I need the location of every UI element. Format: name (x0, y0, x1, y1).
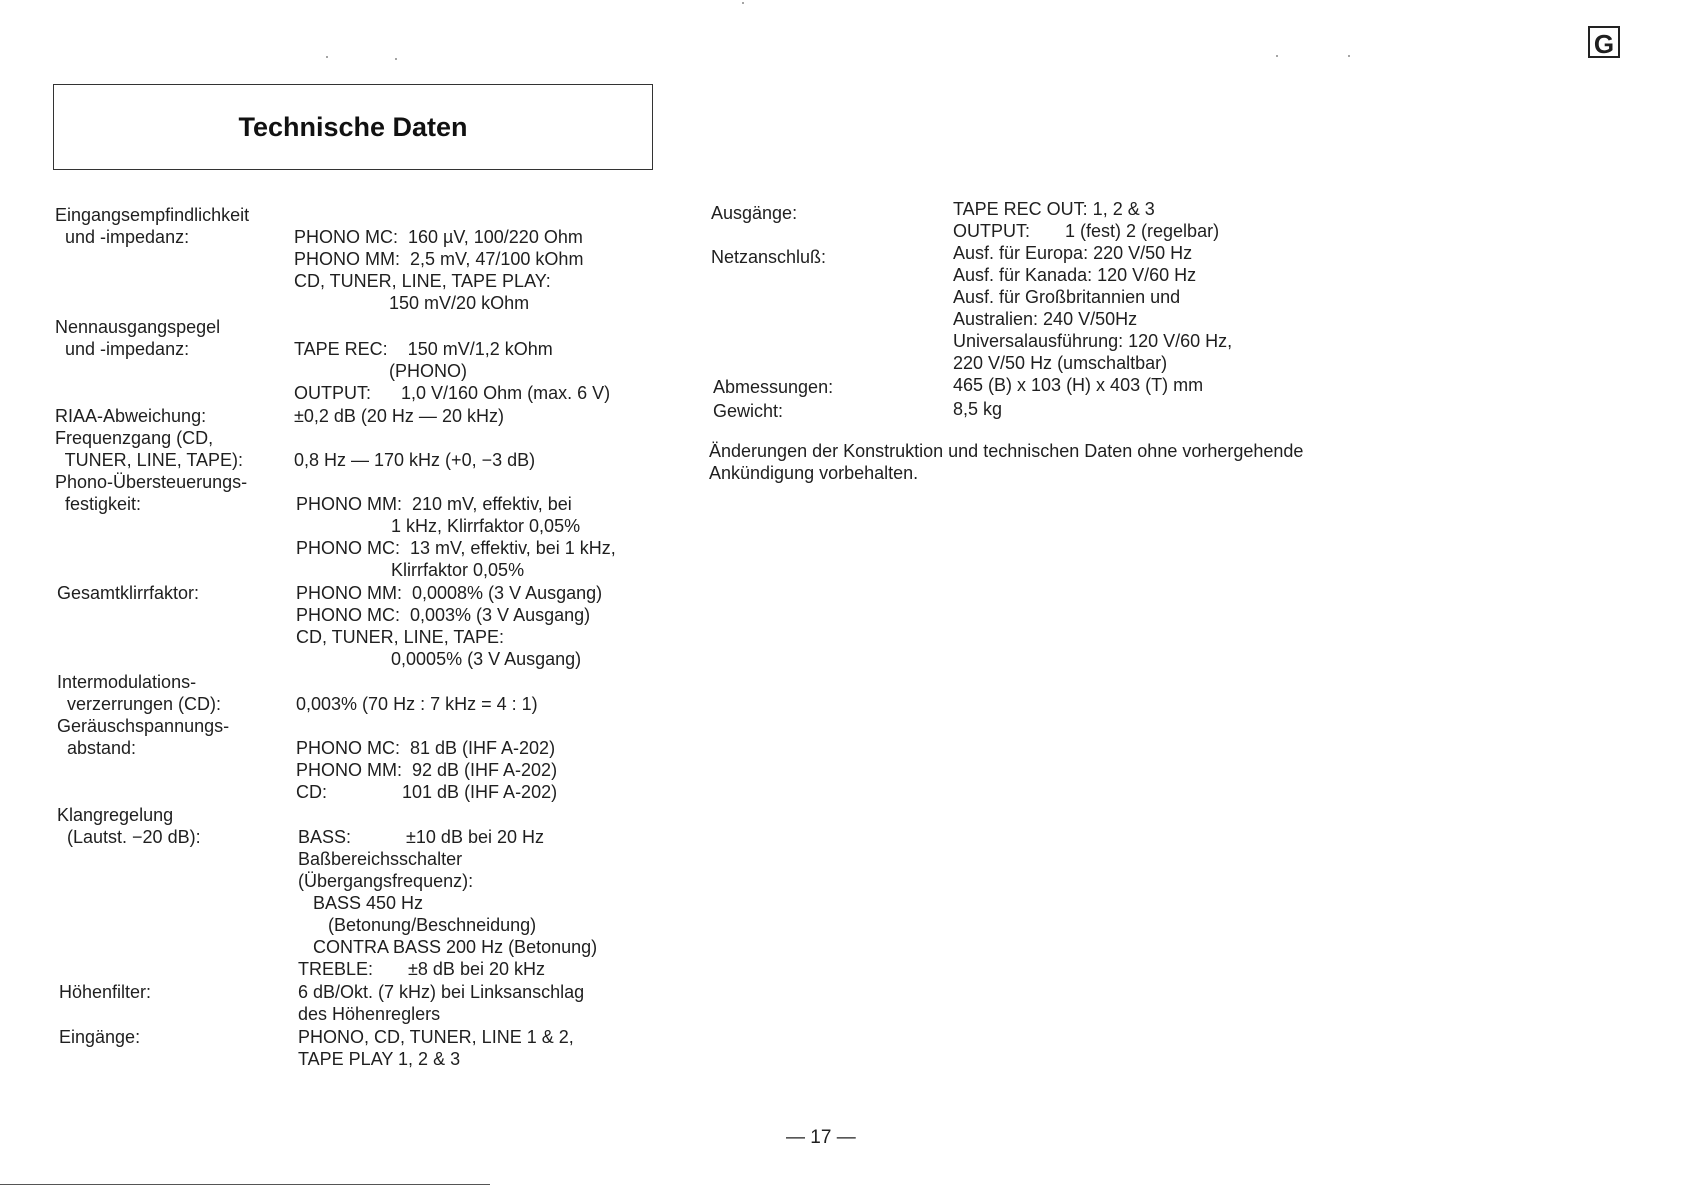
language-badge: G (1588, 26, 1620, 58)
disclaimer-note: Änderungen der Konstruktion und technischen Daten ohne vorhergehende Ankündigung vorbehalten. (709, 441, 1304, 483)
scan-speck (395, 58, 397, 60)
page-title: Technische Daten (238, 112, 468, 142)
spec-value: TAPE PLAY 1, 2 & 3 (298, 1049, 461, 1069)
spec-value: 8,5 kg (953, 399, 1003, 419)
spec-value: ±0,2 dB (20 Hz — 20 kHz) (294, 406, 504, 426)
spec-value: BASS: ±10 dB bei 20 Hz (298, 827, 544, 847)
spec-value: PHONO MM: 0,0008% (3 V Ausgang) (296, 583, 603, 603)
spec-value: (PHONO) (294, 361, 468, 381)
spec-value: CD, TUNER, LINE, TAPE PLAY: (294, 271, 551, 291)
spec-label: RIAA-Abweichung: (55, 406, 207, 426)
spec-value: (Betonung/Beschneidung) (298, 915, 537, 935)
spec-value: PHONO MC: 0,003% (3 V Ausgang) (296, 605, 591, 625)
page-number: — 17 — (786, 1127, 856, 1148)
spec-label: Frequenzgang (CD, (55, 428, 214, 448)
spec-value: Ausf. für Kanada: 120 V/60 Hz (953, 265, 1197, 285)
spec-value: PHONO MC: 160 µV, 100/220 Ohm (294, 227, 583, 247)
spec-value: 0,003% (70 Hz : 7 kHz = 4 : 1) (296, 694, 538, 714)
spec-value: CD, TUNER, LINE, TAPE: (296, 627, 505, 647)
spec-value: CONTRA BASS 200 Hz (Betonung) (298, 937, 598, 957)
spec-value: Universalausführung: 120 V/60 Hz, (953, 331, 1233, 351)
spec-value: 6 dB/Okt. (7 kHz) bei Linksanschlag (298, 982, 585, 1002)
spec-value: TAPE REC OUT: 1, 2 & 3 (953, 199, 1155, 219)
spec-value: 0,0005% (3 V Ausgang) (296, 649, 582, 669)
spec-label: TUNER, LINE, TAPE): (55, 450, 244, 470)
spec-value: (Übergangsfrequenz): (298, 871, 474, 891)
spec-label: Gesamtklirrfaktor: (57, 583, 200, 603)
spec-value: BASS 450 Hz (298, 893, 424, 913)
spec-value: 0,8 Hz — 170 kHz (+0, −3 dB) (294, 450, 536, 470)
spec-label: Gewicht: (713, 401, 784, 421)
spec-value: TAPE REC: 150 mV/1,2 kOhm (294, 339, 553, 359)
spec-label: Eingänge: (59, 1027, 141, 1047)
spec-value: Ausf. für Großbritannien und (953, 287, 1181, 307)
spec-label: Klangregelung (57, 805, 174, 825)
spec-label: (Lautst. −20 dB): (57, 827, 201, 847)
spec-value: 1 kHz, Klirrfaktor 0,05% (296, 516, 581, 536)
scan-speck (742, 2, 744, 4)
spec-value: PHONO MM: 2,5 mV, 47/100 kOhm (294, 249, 584, 269)
spec-value: 150 mV/20 kOhm (294, 293, 530, 313)
spec-value: Ausf. für Europa: 220 V/50 Hz (953, 243, 1193, 263)
spec-label: Intermodulations- (57, 672, 197, 692)
spec-value: PHONO, CD, TUNER, LINE 1 & 2, (298, 1027, 574, 1047)
spec-label: Ausgänge: (711, 203, 798, 223)
spec-label: abstand: (57, 738, 137, 758)
title-box (53, 84, 653, 170)
spec-value: Australien: 240 V/50Hz (953, 309, 1138, 329)
spec-label: Geräuschspannungs- (57, 716, 230, 736)
spec-label: verzerrungen (CD): (57, 694, 222, 714)
spec-label: Phono-Übersteuerungs- (55, 472, 248, 492)
spec-value: Klirrfaktor 0,05% (296, 560, 525, 580)
spec-label: Eingangsempfindlichkeit (55, 205, 250, 225)
scan-speck (1276, 55, 1278, 57)
spec-value: PHONO MC: 81 dB (IHF A-202) (296, 738, 556, 758)
spec-label: festigkeit: (55, 494, 142, 514)
spec-value: PHONO MM: 92 dB (IHF A-202) (296, 760, 558, 780)
spec-value: Baßbereichsschalter (298, 849, 463, 869)
spec-value: TREBLE: ±8 dB bei 20 kHz (298, 959, 545, 979)
spec-value: des Höhenreglers (298, 1004, 441, 1024)
spec-label: Nennausgangspegel (55, 317, 221, 337)
spec-label: und -impedanz: (55, 227, 190, 247)
spec-label: Höhenfilter: (59, 982, 152, 1002)
spec-label: Netzanschluß: (711, 247, 827, 267)
spec-value: OUTPUT: 1 (fest) 2 (regelbar) (953, 221, 1220, 241)
spec-value: 465 (B) x 103 (H) x 403 (T) mm (953, 375, 1204, 395)
spec-value: CD: 101 dB (IHF A-202) (296, 782, 558, 802)
scan-speck (326, 56, 328, 58)
spec-value: OUTPUT: 1,0 V/160 Ohm (max. 6 V) (294, 383, 611, 403)
scan-speck (1348, 55, 1350, 57)
scan-edge-line (0, 1184, 490, 1185)
spec-value: PHONO MM: 210 mV, effektiv, bei (296, 494, 572, 514)
spec-label: Abmessungen: (713, 377, 834, 397)
spec-label: und -impedanz: (55, 339, 190, 359)
spec-value: PHONO MC: 13 mV, effektiv, bei 1 kHz, (296, 538, 616, 558)
spec-value: 220 V/50 Hz (umschaltbar) (953, 353, 1168, 373)
